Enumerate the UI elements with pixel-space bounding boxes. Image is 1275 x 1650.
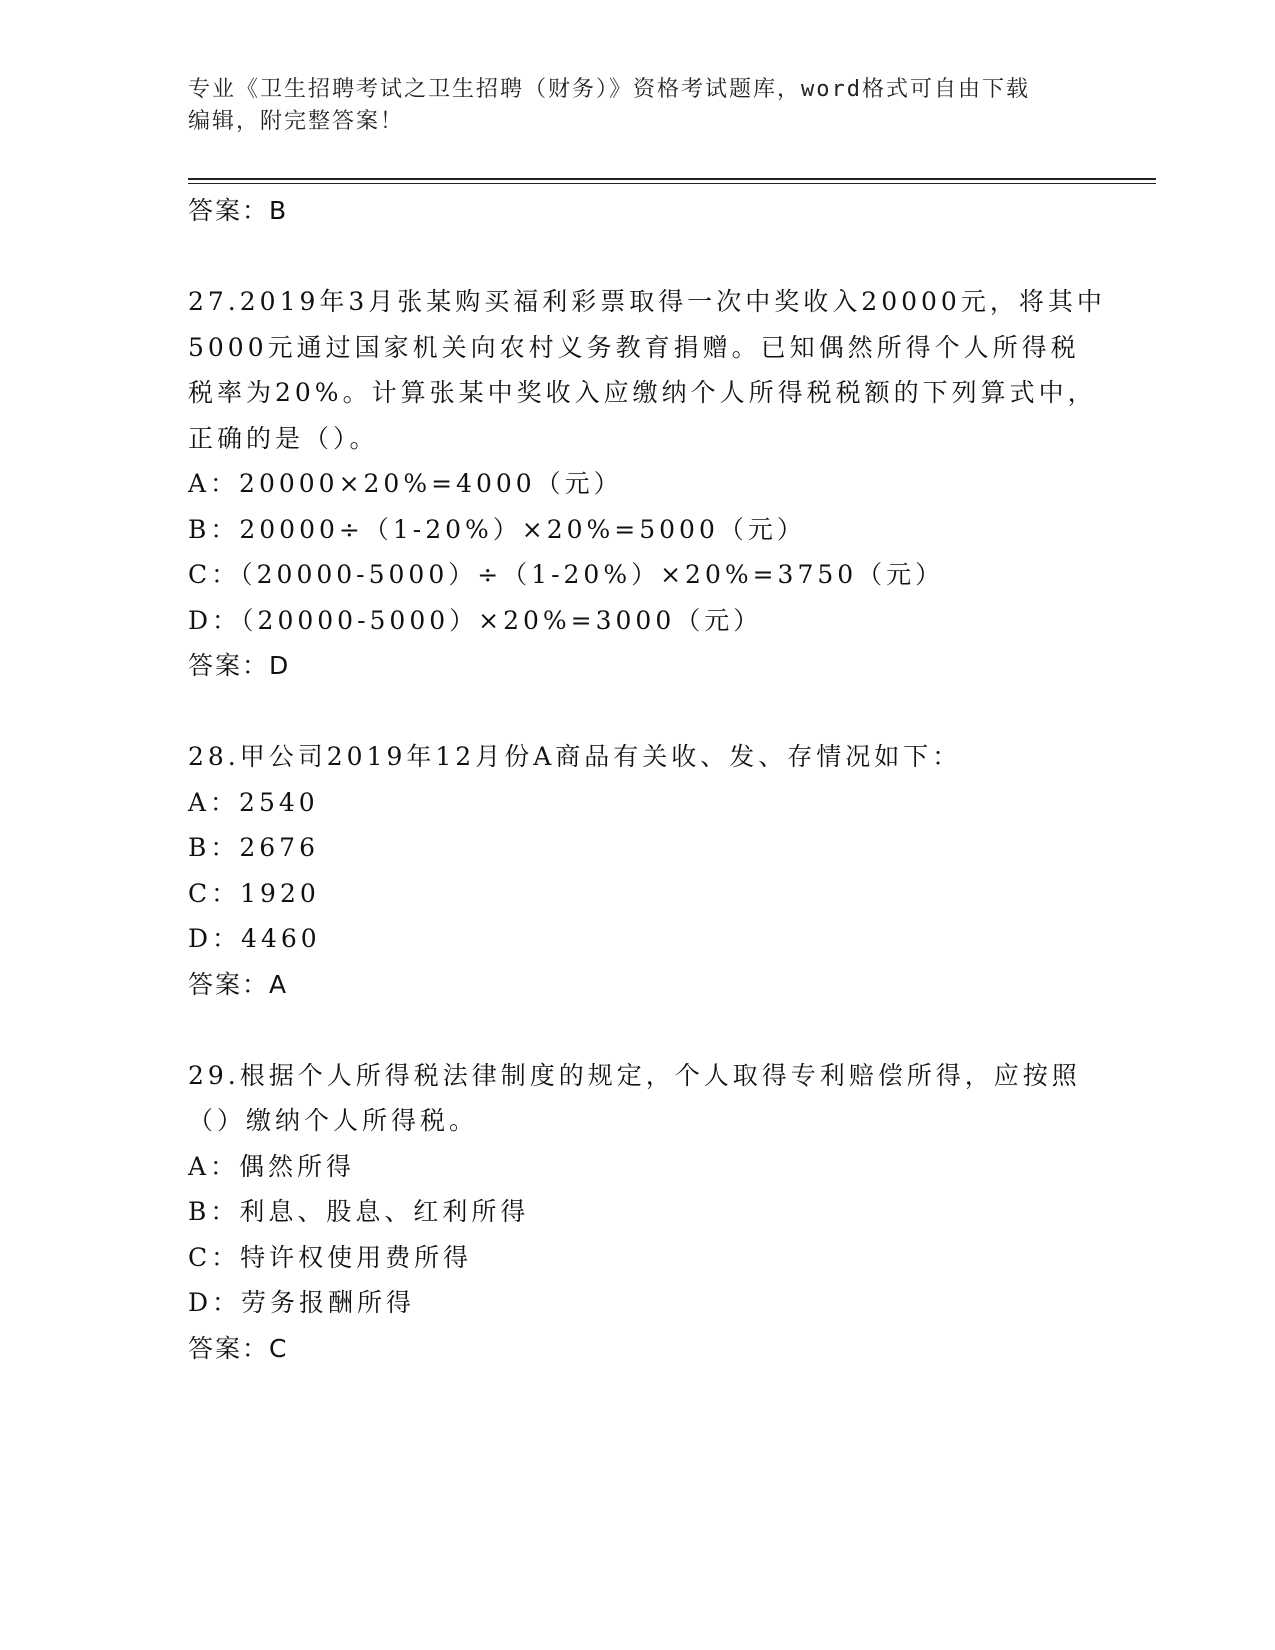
question-stem bbox=[188, 279, 1106, 461]
answer-line: 答案：B bbox=[188, 196, 289, 225]
question-list bbox=[188, 188, 1106, 1371]
spacer bbox=[188, 689, 1088, 735]
question-27 bbox=[188, 279, 1106, 689]
header-rule-thin bbox=[188, 183, 1156, 184]
option-b: B：20000÷（1-20%）×20%=5000（元） bbox=[188, 514, 806, 544]
question-29 bbox=[188, 1053, 1088, 1372]
answer-line: 答案：A bbox=[188, 969, 289, 999]
header-line-1: 专业《卫生招聘考试之卫生招聘（财务）》资格考试题库，word格式可自由下载 bbox=[188, 77, 1030, 102]
question-stem bbox=[188, 1053, 1088, 1144]
option-c: C：1920 bbox=[188, 878, 320, 908]
stem-line: 28.甲公司2019年12月份A商品有关收、发、存情况如下： bbox=[188, 742, 962, 771]
document-header bbox=[188, 74, 1068, 138]
option-d: D：劳务报酬所得 bbox=[188, 1288, 416, 1317]
header-rule-thick bbox=[188, 178, 1156, 180]
answer-line: 答案：D bbox=[188, 651, 291, 680]
stem-line: （）缴纳个人所得税。 bbox=[188, 1106, 479, 1135]
answer-line: 答案：C bbox=[188, 1333, 289, 1363]
spacer bbox=[188, 1007, 1088, 1053]
option-d: D：（20000-5000）×20%=3000（元） bbox=[188, 605, 763, 635]
stem-line: 27.2019年3月张某购买福利彩票取得一次中奖收入20000元，将其中 bbox=[188, 287, 1106, 316]
stem-line: 29.根据个人所得税法律制度的规定，个人取得专利赔偿所得，应按照 bbox=[188, 1060, 1081, 1090]
stem-line: 税率为20%。计算张某中奖收入应缴纳个人所得税税额的下列算式中， bbox=[188, 378, 1097, 407]
question-stem bbox=[188, 734, 1088, 780]
stem-line: 正确的是（）。 bbox=[188, 423, 379, 453]
option-b: B：2676 bbox=[188, 833, 319, 862]
option-c: C：特许权使用费所得 bbox=[188, 1242, 473, 1272]
question-28 bbox=[188, 734, 1088, 1007]
option-a: A：2540 bbox=[188, 787, 319, 817]
stem-line: 5000元通过国家机关向农村义务教育捐赠。已知偶然所得个人所得税 bbox=[188, 332, 1080, 362]
option-b: B：利息、股息、红利所得 bbox=[188, 1197, 530, 1226]
header-line-2: 编辑，附完整答案！ bbox=[188, 109, 405, 134]
option-c: C：（20000-5000）÷（1-20%）×20%=3750（元） bbox=[188, 560, 945, 589]
option-a: A：20000×20%=4000（元） bbox=[188, 469, 623, 498]
option-d: D：4460 bbox=[188, 924, 321, 953]
option-a: A：偶然所得 bbox=[188, 1151, 356, 1181]
spacer bbox=[188, 234, 1088, 280]
